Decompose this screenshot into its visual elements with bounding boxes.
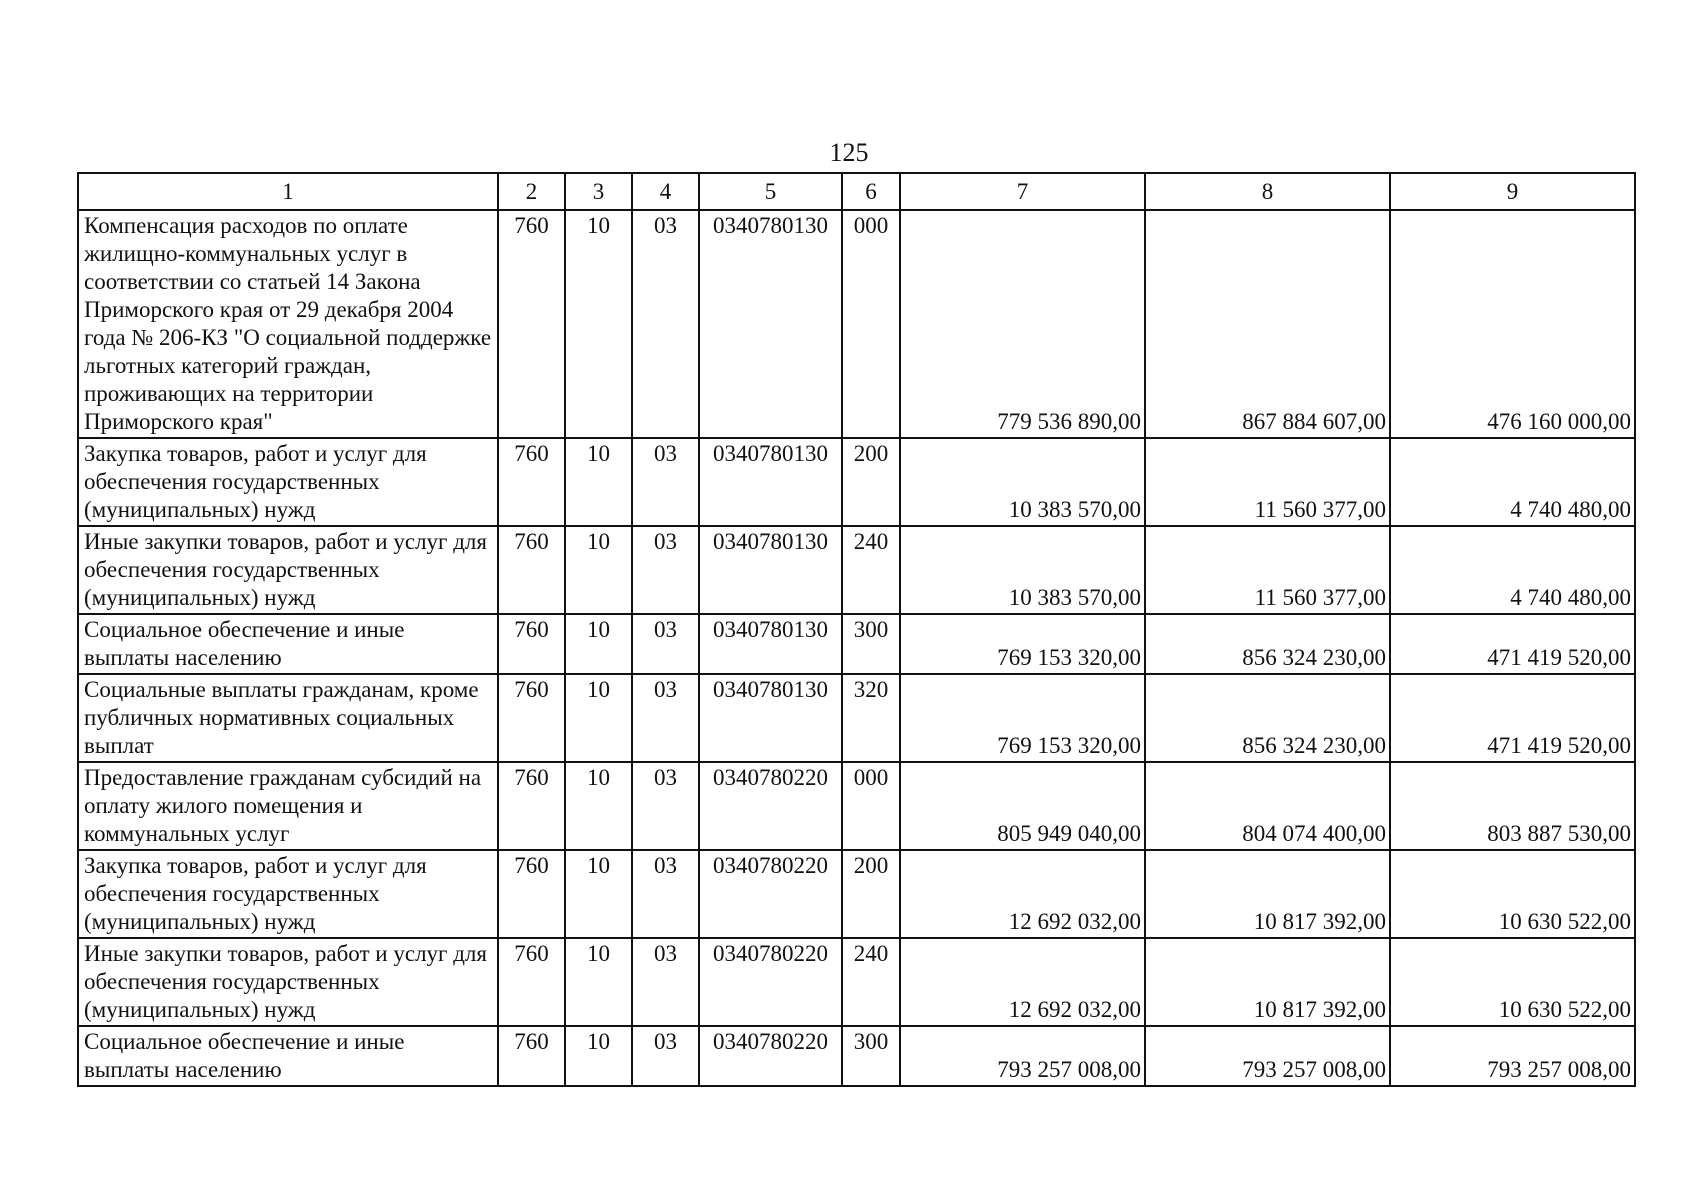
row-amount-9: 10 630 522,00 [1390,938,1635,1026]
row-amount-8: 11 560 377,00 [1145,526,1390,614]
row-code-6: 300 [842,614,900,674]
row-amount-7: 793 257 008,00 [900,1026,1145,1086]
row-code-6: 240 [842,938,900,1026]
row-code-4: 03 [632,210,699,438]
table-row [78,210,1635,438]
row-code-2: 760 [498,526,565,614]
row-code-2: 760 [498,438,565,526]
row-code-6: 000 [842,210,900,438]
row-code-2: 760 [498,614,565,674]
row-name: Социальное обеспечение и иные выплаты населению [78,614,498,674]
row-code-5: 0340780130 [699,674,842,762]
column-header: 9 [1390,173,1635,210]
row-code-3: 10 [565,938,632,1026]
table-row [78,850,1635,938]
column-header: 2 [498,173,565,210]
row-code-2: 760 [498,850,565,938]
row-code-5: 0340780130 [699,210,842,438]
column-header: 4 [632,173,699,210]
row-code-5: 0340780220 [699,938,842,1026]
page-number: 125 [829,138,869,167]
row-name: Компенсация расходов по оплате жилищно-коммунальных услуг в соответствии со статьей 14 Закона Приморского края от 29 декабря 2004 года № 206-КЗ "О социальной поддержке льготных категорий граждан, проживающих на территории Приморского края" [78,210,498,438]
row-code-6: 320 [842,674,900,762]
column-header: 7 [900,173,1145,210]
row-amount-9: 471 419 520,00 [1390,614,1635,674]
row-code-2: 760 [498,210,565,438]
row-name: Закупка товаров, работ и услуг для обеспечения государственных (муниципальных) нужд [78,850,498,938]
row-name: Предоставление гражданам субсидий на оплату жилого помещения и коммунальных услуг [78,762,498,850]
row-amount-8: 793 257 008,00 [1145,1026,1390,1086]
row-amount-8: 804 074 400,00 [1145,762,1390,850]
table-row [78,938,1635,1026]
table-row [78,438,1635,526]
row-code-4: 03 [632,438,699,526]
row-code-6: 000 [842,762,900,850]
row-amount-8: 867 884 607,00 [1145,210,1390,438]
row-code-2: 760 [498,674,565,762]
row-name: Социальное обеспечение и иные выплаты населению [78,1026,498,1086]
column-header: 3 [565,173,632,210]
row-code-5: 0340780130 [699,614,842,674]
row-amount-7: 805 949 040,00 [900,762,1145,850]
table-row [78,526,1635,614]
row-name: Иные закупки товаров, работ и услуг для обеспечения государственных (муниципальных) нужд [78,526,498,614]
row-amount-9: 10 630 522,00 [1390,850,1635,938]
row-code-6: 200 [842,850,900,938]
row-amount-8: 11 560 377,00 [1145,438,1390,526]
row-code-5: 0340780130 [699,526,842,614]
row-amount-7: 10 383 570,00 [900,526,1145,614]
row-amount-7: 779 536 890,00 [900,210,1145,438]
row-amount-8: 10 817 392,00 [1145,850,1390,938]
row-code-4: 03 [632,526,699,614]
row-code-2: 760 [498,762,565,850]
column-header: 1 [78,173,498,210]
row-code-4: 03 [632,938,699,1026]
row-amount-7: 12 692 032,00 [900,850,1145,938]
row-code-3: 10 [565,674,632,762]
row-code-4: 03 [632,1026,699,1086]
row-amount-7: 769 153 320,00 [900,674,1145,762]
row-name: Иные закупки товаров, работ и услуг для обеспечения государственных (муниципальных) нужд [78,938,498,1026]
table-row [78,1026,1635,1086]
row-code-3: 10 [565,1026,632,1086]
table-row [78,674,1635,762]
row-code-6: 240 [842,526,900,614]
row-code-3: 10 [565,762,632,850]
row-amount-8: 856 324 230,00 [1145,614,1390,674]
row-code-6: 200 [842,438,900,526]
column-header: 5 [699,173,842,210]
row-amount-8: 10 817 392,00 [1145,938,1390,1026]
row-amount-8: 856 324 230,00 [1145,674,1390,762]
row-code-2: 760 [498,1026,565,1086]
row-code-4: 03 [632,614,699,674]
row-code-5: 0340780130 [699,438,842,526]
row-amount-7: 12 692 032,00 [900,938,1145,1026]
row-code-5: 0340780220 [699,850,842,938]
row-amount-7: 10 383 570,00 [900,438,1145,526]
column-header: 8 [1145,173,1390,210]
row-code-4: 03 [632,762,699,850]
row-name: Социальные выплаты гражданам, кроме публичных нормативных социальных выплат [78,674,498,762]
row-amount-9: 471 419 520,00 [1390,674,1635,762]
row-amount-9: 793 257 008,00 [1390,1026,1635,1086]
row-code-6: 300 [842,1026,900,1086]
row-name: Закупка товаров, работ и услуг для обеспечения государственных (муниципальных) нужд [78,438,498,526]
row-code-2: 760 [498,938,565,1026]
row-code-4: 03 [632,674,699,762]
row-code-3: 10 [565,850,632,938]
row-amount-9: 4 740 480,00 [1390,526,1635,614]
row-amount-9: 803 887 530,00 [1390,762,1635,850]
row-amount-9: 476 160 000,00 [1390,210,1635,438]
row-code-5: 0340780220 [699,762,842,850]
row-code-3: 10 [565,210,632,438]
row-code-5: 0340780220 [699,1026,842,1086]
table-row [78,614,1635,674]
row-amount-7: 769 153 320,00 [900,614,1145,674]
budget-table [77,172,1636,1087]
row-code-3: 10 [565,526,632,614]
row-code-3: 10 [565,614,632,674]
row-amount-9: 4 740 480,00 [1390,438,1635,526]
table-header-row [78,173,1635,210]
row-code-3: 10 [565,438,632,526]
column-header: 6 [842,173,900,210]
row-code-4: 03 [632,850,699,938]
table-row [78,762,1635,850]
